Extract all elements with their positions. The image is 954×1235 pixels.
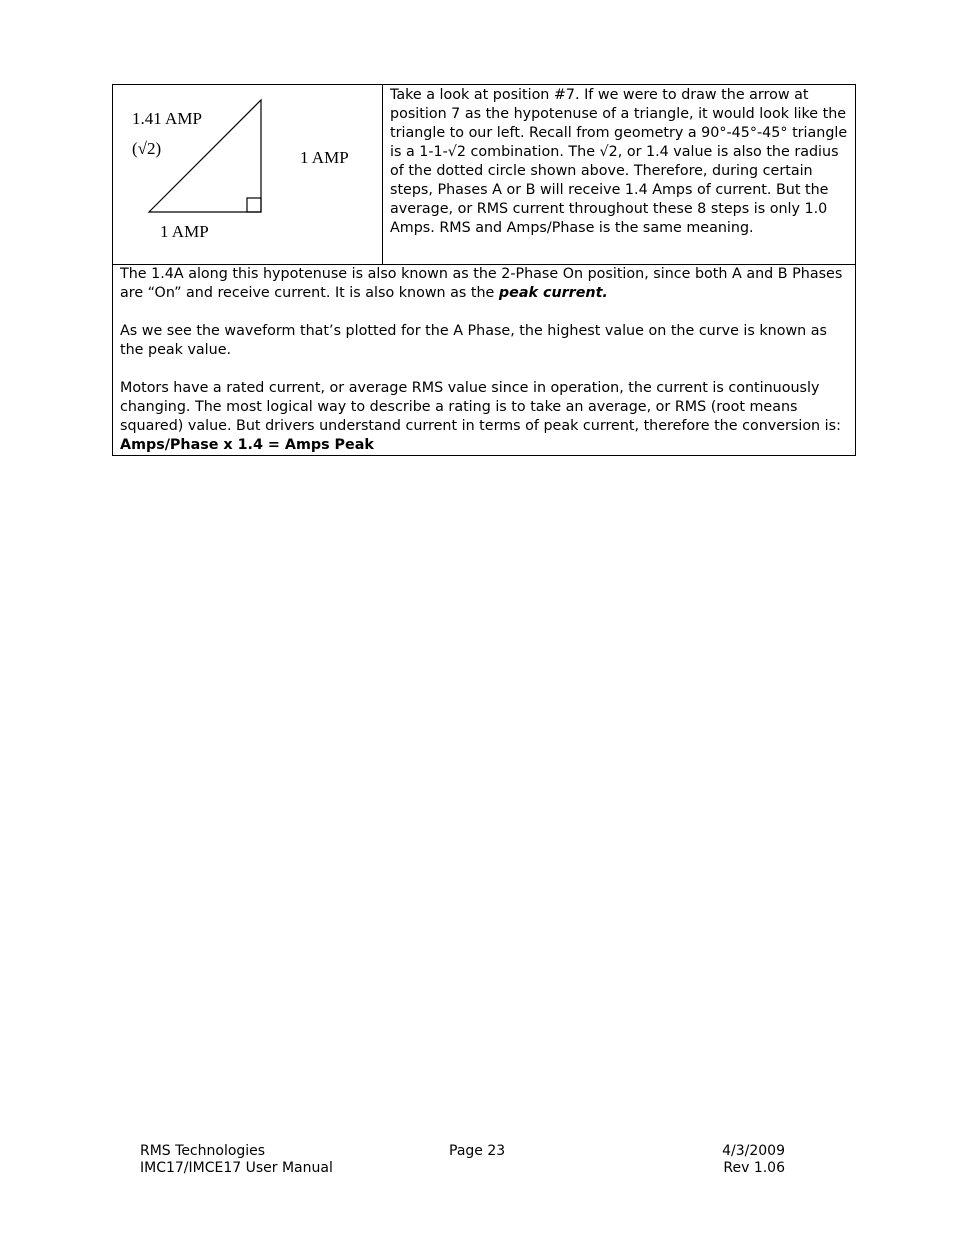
footer-page-number: Page 23 — [449, 1143, 506, 1159]
paragraph-text: Motors have a rated current, or average RMS value since in operation, the current is continuously changing. The most logical way to describe a rating is to take an average, or RMS (root means squared) value. But drivers understand current in terms of peak current, therefore the conversion is: — [120, 380, 841, 434]
footer-manual-title: IMC17/IMCE17 User Manual — [140, 1160, 333, 1176]
paragraph-peak-value: As we see the waveform that’s plotted for the A Phase, the highest value on the curve is known as the peak value. — [120, 323, 827, 358]
footer-right — [722, 1143, 785, 1177]
triangle-figure — [113, 85, 383, 264]
table-row — [113, 85, 855, 265]
conversion-formula: Amps/Phase x 1.4 = Amps Peak — [120, 437, 374, 453]
peak-current-emphasis: peak current. — [498, 285, 608, 301]
hypotenuse-sub-label: (√2) — [132, 139, 162, 158]
paragraph-text: The 1.4A along this hypotenuse is also known as the 2-Phase On position, since both A and B Phases are “On” and receive current. It is also known as the — [120, 266, 843, 301]
footer-left — [140, 1143, 333, 1177]
footer-company: RMS Technologies — [140, 1143, 266, 1159]
table-row — [113, 265, 855, 455]
hypotenuse-label: 1.41 AMP — [132, 109, 202, 128]
content-table — [112, 84, 856, 456]
footer-revision: Rev 1.06 — [723, 1160, 785, 1176]
footer-date: 4/3/2009 — [722, 1143, 785, 1159]
base-side-label: 1 AMP — [160, 222, 209, 241]
paragraph-conversion — [120, 379, 849, 455]
paragraph-peak-current — [120, 265, 849, 303]
vertical-side-label: 1 AMP — [300, 148, 349, 167]
explanation-text: Take a look at position #7. If we were to draw the arrow at position 7 as the hypotenuse of a triangle, it would look like the triangle to our left. Recall from geometry a 90°-45°-45° triangle is a 1-1-√2 combination. The √2, or 1.4 value is also the radius of the dotted circle shown above. Therefore, during certain steps, Phases A or B will receive 1.4 Amps of current. But the average, or RMS current throughout these 8 steps is only 1.0 Amps. RMS and Amps/Phase is the same meaning. — [390, 87, 848, 236]
right-angle-marker — [247, 198, 261, 212]
footer-center — [449, 1143, 505, 1160]
